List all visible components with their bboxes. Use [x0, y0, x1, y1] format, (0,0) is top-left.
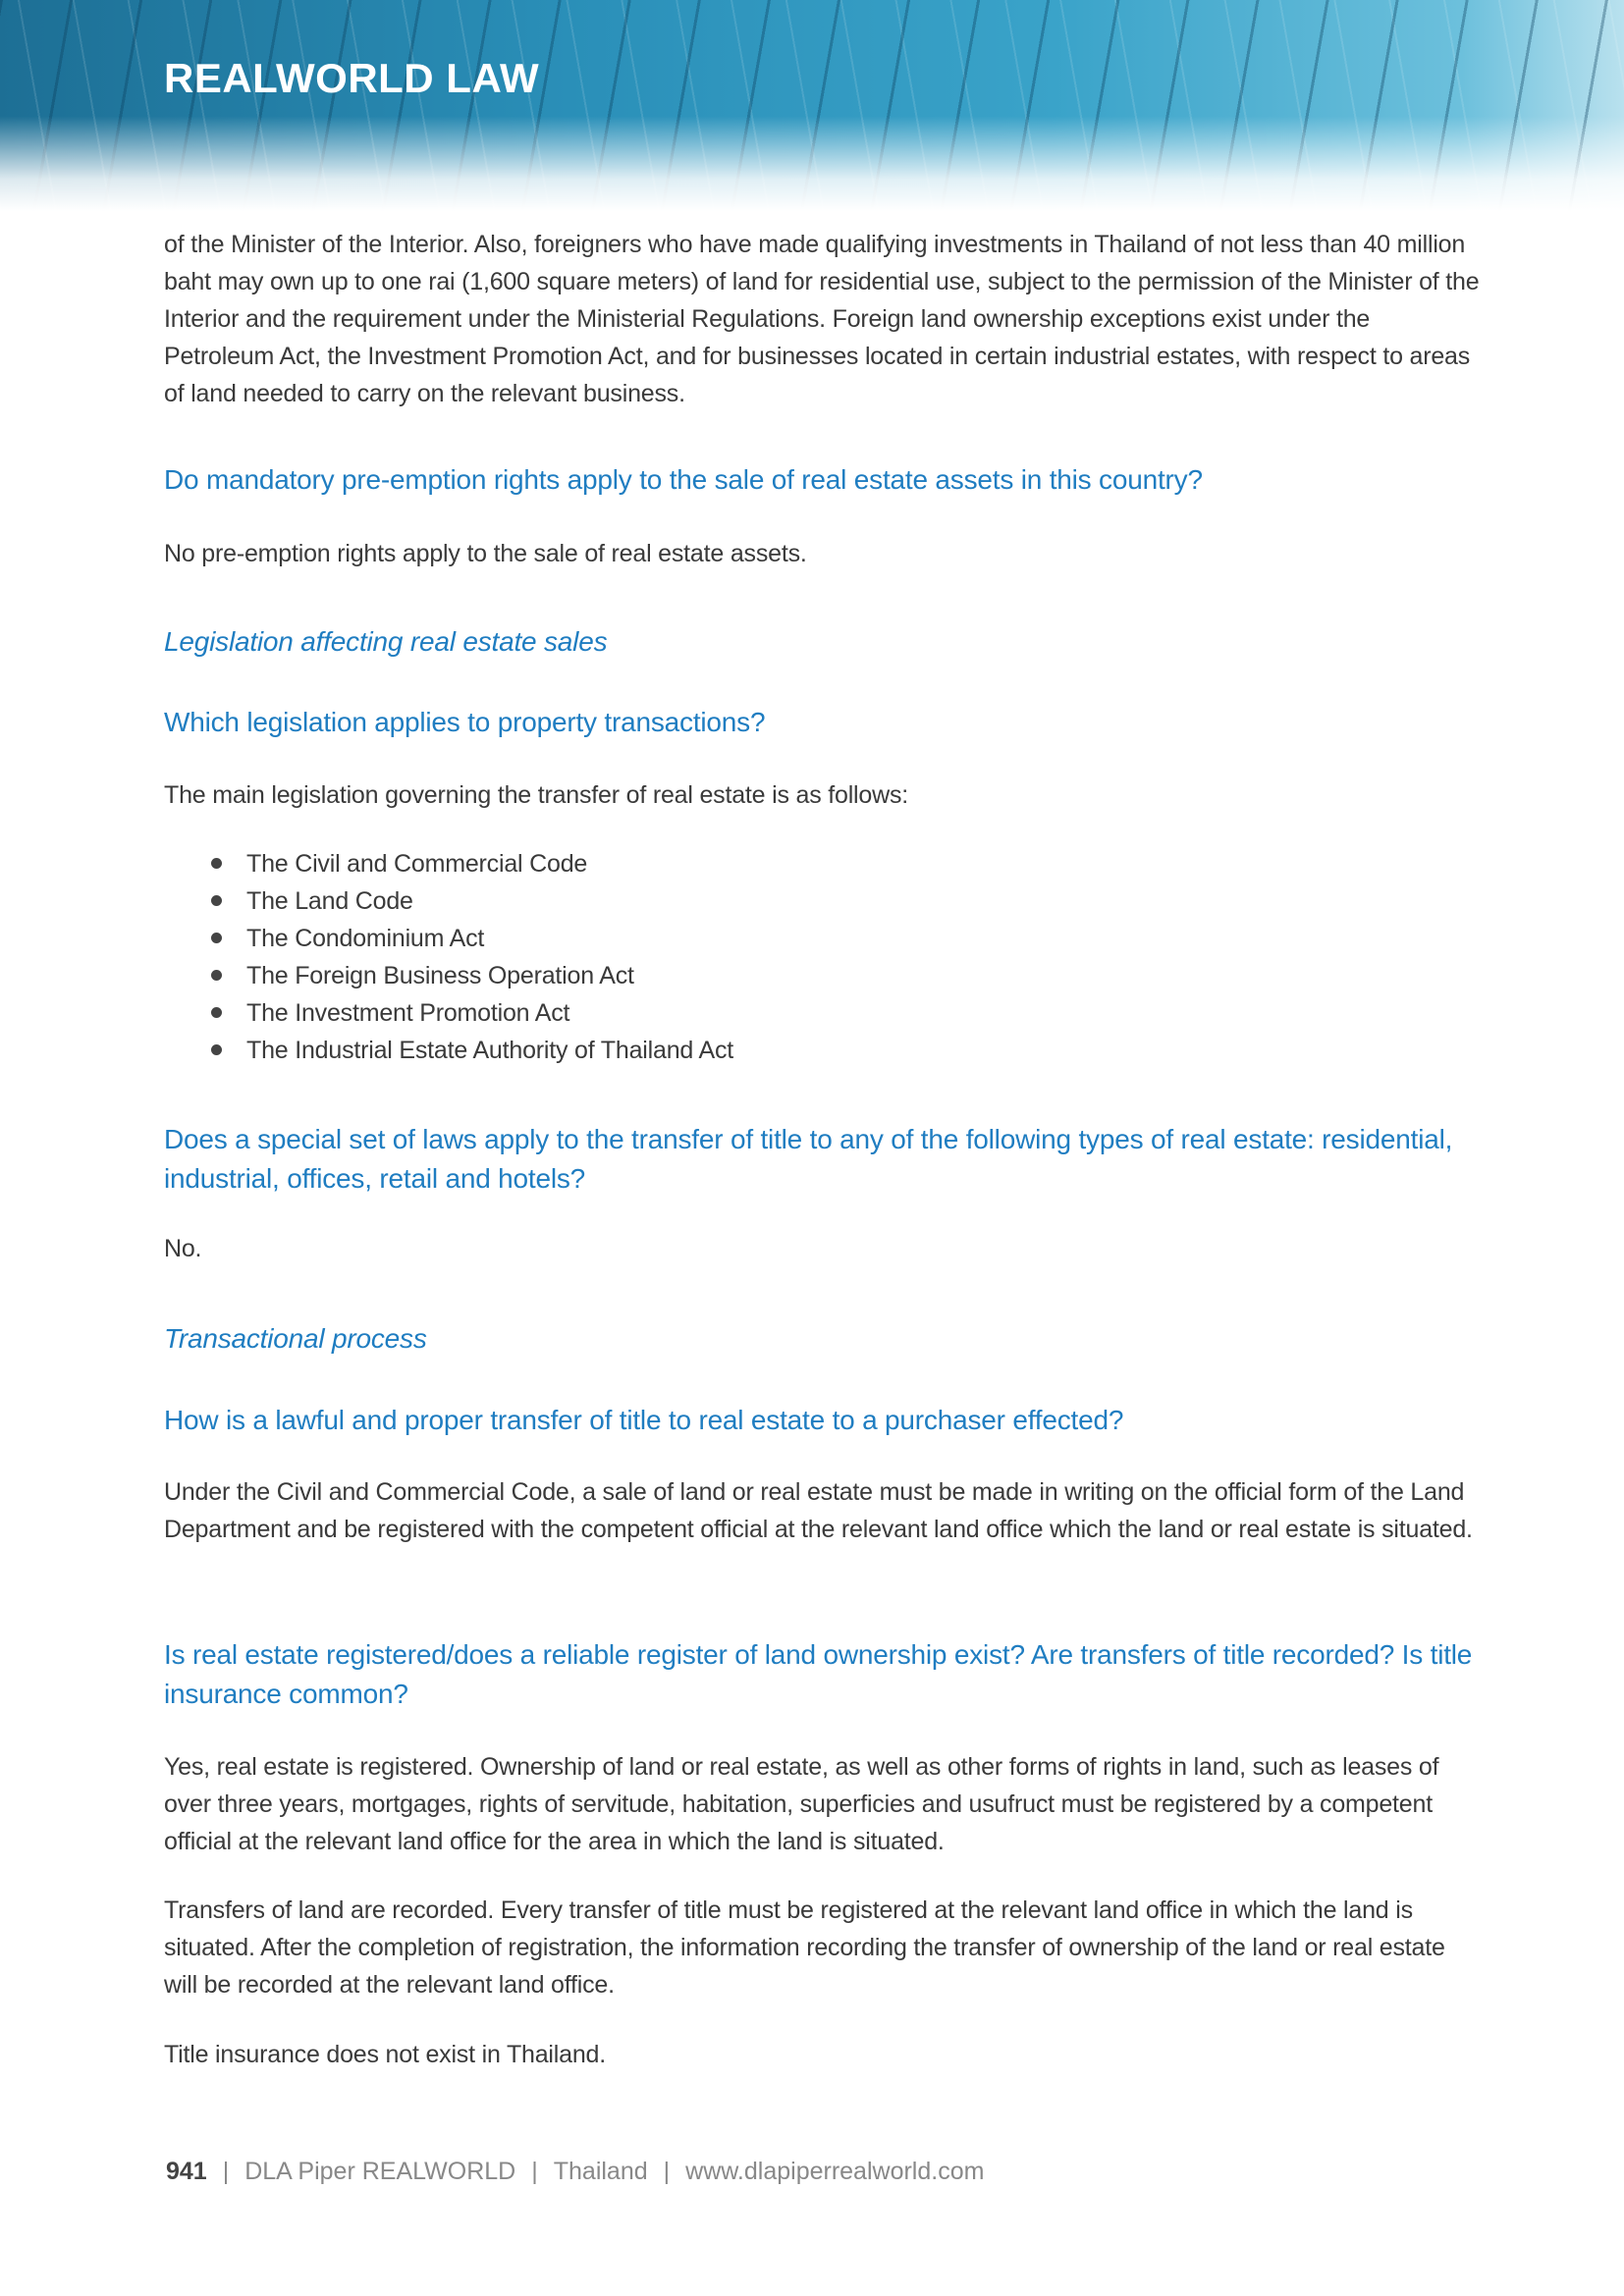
question-transfer: How is a lawful and proper transfer of title to real estate to a purchaser effected?	[164, 1405, 1124, 1435]
answer-legislation: The main legislation governing the transfer of real estate is as follows:	[164, 781, 909, 809]
publication-name: DLA Piper REALWORLD	[244, 2158, 516, 2185]
list-item: The Land Code	[164, 882, 1485, 920]
separator: |	[663, 2158, 671, 2185]
section-transactional: Transactional process	[164, 1323, 427, 1354]
header-banner	[0, 0, 1624, 211]
answer-preemption: No pre-emption rights apply to the sale of real estate assets.	[164, 540, 807, 567]
country-name: Thailand	[553, 2158, 648, 2185]
brand-title: REALWORLD LAW	[164, 55, 540, 101]
list-item: The Investment Promotion Act	[164, 994, 1485, 1032]
page-footer	[166, 2158, 984, 2186]
question-register: Is real estate registered/does a reliable register of land ownership exist? Are transfers of title recorded? Is title insurance common?	[164, 1639, 1473, 1709]
list-item: The Civil and Commercial Code	[164, 845, 1485, 882]
page-number: 941	[166, 2158, 207, 2185]
answer-register-2: Transfers of land are recorded. Every transfer of title must be registered at the relevant land office in which the land is situated. After the completion of registration, the information recording the transfer of ownership of the land or real estate will be recorded at the relevant land office.	[164, 1896, 1445, 1999]
question-legislation: Which legislation applies to property transactions?	[164, 707, 766, 737]
list-item: The Condominium Act	[164, 920, 1485, 957]
separator: |	[222, 2158, 230, 2185]
separator: |	[531, 2158, 538, 2185]
question-preemption: Do mandatory pre-emption rights apply to the sale of real estate assets in this country?	[164, 464, 1203, 495]
section-legislation: Legislation affecting real estate sales	[164, 626, 608, 657]
answer-special-laws: No.	[164, 1235, 202, 1262]
answer-transfer: Under the Civil and Commercial Code, a sale of land or real estate must be made in writing on the official form of the Land Department and be registered with the competent official at the relevant land office which the land or real estate is situated.	[164, 1478, 1473, 1543]
intro-paragraph: of the Minister of the Interior. Also, foreigners who have made qualifying investments in Thailand of not less than 40 million baht may own up to one rai (1,600 square meters) of land for residential use, subject to the permission of the Minister of the Interior and the requirement under the Ministerial Regulations. Foreign land ownership exceptions exist under the Petroleum Act, the Investment Promotion Act, and for businesses located in certain industrial estates, with respect to areas of land needed to carry on the relevant business.	[164, 231, 1480, 407]
list-item: The Industrial Estate Authority of Thailand Act	[164, 1032, 1485, 1069]
website-link[interactable]: www.dlapiperrealworld.com	[685, 2158, 985, 2185]
answer-register-1: Yes, real estate is registered. Ownership of land or real estate, as well as other forms of rights in land, such as leases of over three years, mortgages, rights of servitude, habitation, superficies and usufruct must be registered by a competent official at the relevant land office for the area in which the land is situated.	[164, 1753, 1439, 1855]
answer-register-3: Title insurance does not exist in Thailand.	[164, 2041, 606, 2068]
legislation-list	[164, 845, 1485, 1069]
question-special-laws: Does a special set of laws apply to the transfer of title to any of the following types of real estate: residential, industrial, offices, retail and hotels?	[164, 1124, 1453, 1194]
list-item: The Foreign Business Operation Act	[164, 957, 1485, 994]
